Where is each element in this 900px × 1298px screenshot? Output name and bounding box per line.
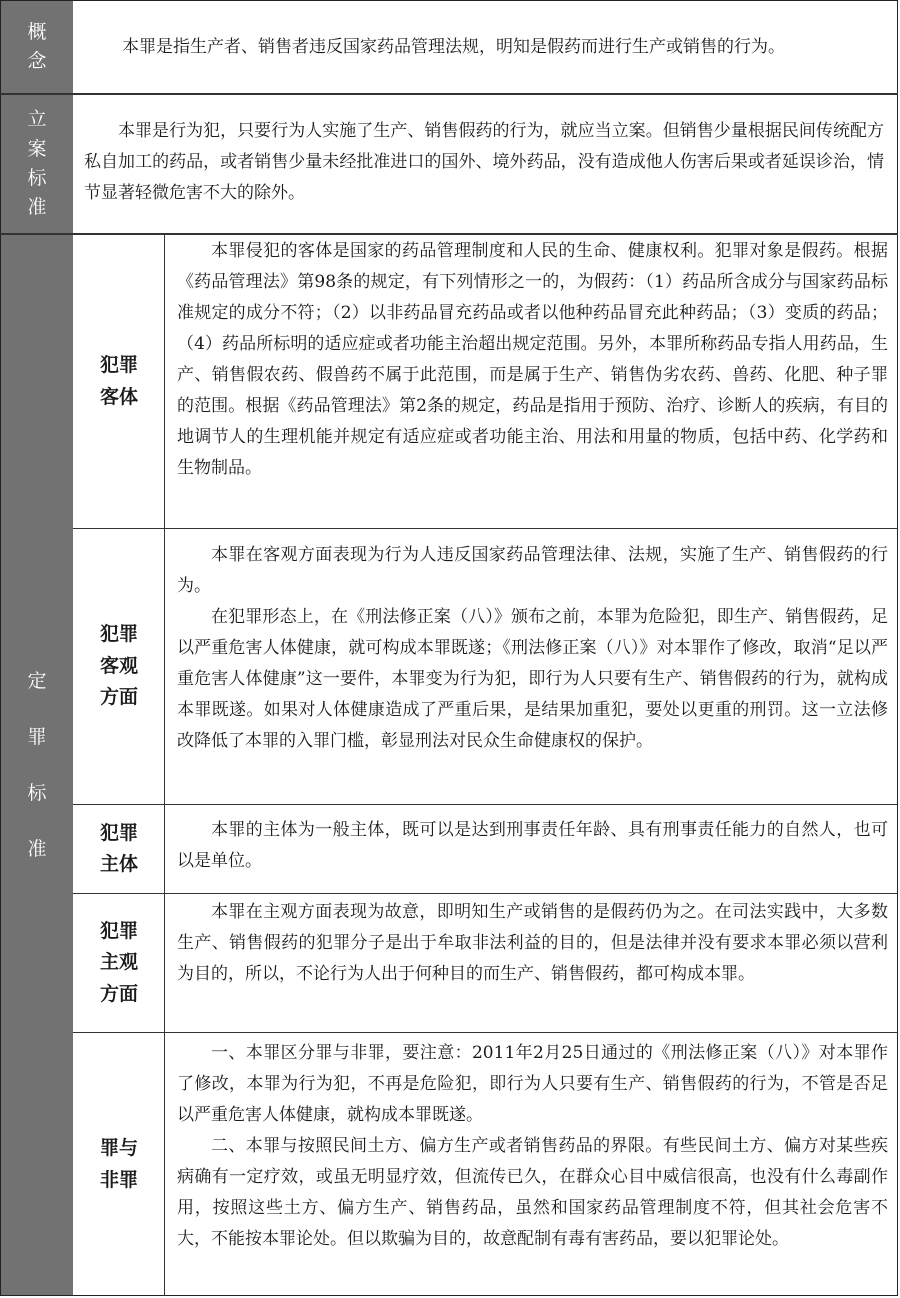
conviction-standard-header: [1, 235, 73, 1295]
header-char: 罪: [27, 726, 47, 748]
section-label-subject: 犯罪 主体: [99, 821, 138, 875]
header-char: 立: [27, 108, 47, 131]
section-paragraph: 在犯罪形态上，在《刑法修正案（八）》颁布之前，本罪为危险犯，即生产、销售假药，足以严重危害人体健康，就可构成本罪既遂；《刑法修正案（八）》对本罪作了修改，取消“足以严重危害人体健康”这一要件，本罪变为行为犯，即行为人只要有生产、销售假药的行为，就构成本罪既遂。如果对人体健康造成了严重后果，是结果加重犯，要处以更重的刑罚。这一立法修改降低了本罪的入罪门槛，彰显刑法对民众生命健康权的保护。: [177, 607, 888, 751]
section-paragraph: 本罪的主体为一般主体，既可以是达到刑事责任年龄、具有刑事责任能力的自然人，也可以是单位。: [177, 820, 888, 871]
header-char: 概: [27, 20, 47, 43]
section-paragraph: 一、本罪区分罪与非罪，要注意：2011年2月25日通过的《刑法修正案（八）》对本罪作了修改，本罪为行为犯，不再是危险犯，即行为人只要有生产、销售假药的行为，不管是否足以严重危害人体健康，就构成本罪既遂。: [177, 1043, 888, 1125]
filing-standard-header: [1, 95, 73, 233]
row-divider: [73, 528, 898, 529]
section-paragraph: 本罪侵犯的客体是国家的药品管理制度和人民的生命、健康权利。犯罪对象是假药。根据《药品管理法》第98条的规定，有下列情形之一的，为假药：（1）药品所含成分与国家药品标准规定的成分不符；（2）以非药品冒充药品或者以他种药品冒充此种药品；（3）变质的药品；（4）药品所标明的适应症或者功能主治超出规定范围。另外，本罪所称药品专指人用药品，生产、销售假农药、假兽药不属于此范围，而是属于生产、销售伪劣农药、兽药、化肥、种子罪的范围。根据《药品管理法》第2条的规定，药品是指用于预防、治疗、诊断人的疾病，有目的地调节人的生理机能并规定有适应症或者功能主治、用法和用量的物质，包括中药、化学药和生物制品。: [177, 241, 888, 478]
section-paragraph: 本罪在主观方面表现为故意，即明知生产或销售的是假药仍为之。在司法实践中，大多数生产、销售假药的犯罪分子是出于牟取非法利益的目的，但是法律并没有要求本罪必须以营利为目的，所以，不论行为人出于何种目的而生产、销售假药，都可构成本罪。: [177, 902, 888, 984]
header-char: 念: [27, 50, 47, 72]
row-divider: [0, 93, 898, 95]
section-content-subjective-aspect: [177, 897, 888, 990]
row-divider: [73, 1032, 898, 1033]
filing-standard-paragraph: 本罪是行为犯，只要行为人实施了生产、销售假药的行为，就应当立案。但销售少量根据民间传统配方私自加工的药品，或者销售少量未经批准进口的国外、境外药品，没有造成他人伤害后果或者延误诊治，情节显著轻微危害不大的除外。: [84, 121, 884, 203]
row-divider: [73, 804, 898, 805]
header-char: 案: [27, 137, 47, 160]
concept-paragraph: 本罪是指生产者、销售者违反国家药品管理法规，明知是假药而进行生产或销售的行为。: [122, 37, 785, 57]
section-label-crime-vs-noncrime: 罪与 非罪: [99, 1137, 138, 1191]
section-content-subject: [177, 815, 888, 877]
section-label-objective-aspect: 犯罪 客观 方面: [99, 623, 138, 709]
section-label-subjective-aspect: 犯罪 主观 方面: [99, 919, 138, 1005]
concept-text: [88, 32, 888, 63]
header-char: 标: [27, 782, 47, 804]
header-char: 标: [27, 167, 47, 189]
row-divider: [73, 893, 898, 894]
header-char: 准: [27, 838, 47, 860]
concept-header: [1, 1, 73, 93]
section-paragraph: 二、本罪与按照民间土方、偏方生产或者销售药品的界限。有些民间土方、偏方对某些疾病确有一定疗效，或虽无明显疗效，但流传已久，在群众心目中威信很高，也没有什么毒副作用，按照这些土方、偏方生产、销售药品，虽然和国家药品管理制度不符，但其社会危害不大，不能按本罪论处。但以欺骗为目的，故意配制有毒有害药品，要以犯罪论处。: [177, 1136, 888, 1249]
filing-standard-text: [84, 116, 884, 209]
header-char: 准: [27, 196, 47, 219]
section-content-object: [177, 236, 888, 484]
section-content-objective-aspect: [177, 540, 888, 757]
section-content-crime-vs-noncrime: [177, 1038, 888, 1255]
section-label-object: 犯罪 客体: [99, 354, 138, 408]
column-divider: [164, 235, 165, 1296]
section-paragraph: 本罪在客观方面表现为行为人违反国家药品管理法律、法规，实施了生产、销售假药的行为。: [177, 545, 888, 596]
header-char: 定: [27, 670, 47, 692]
